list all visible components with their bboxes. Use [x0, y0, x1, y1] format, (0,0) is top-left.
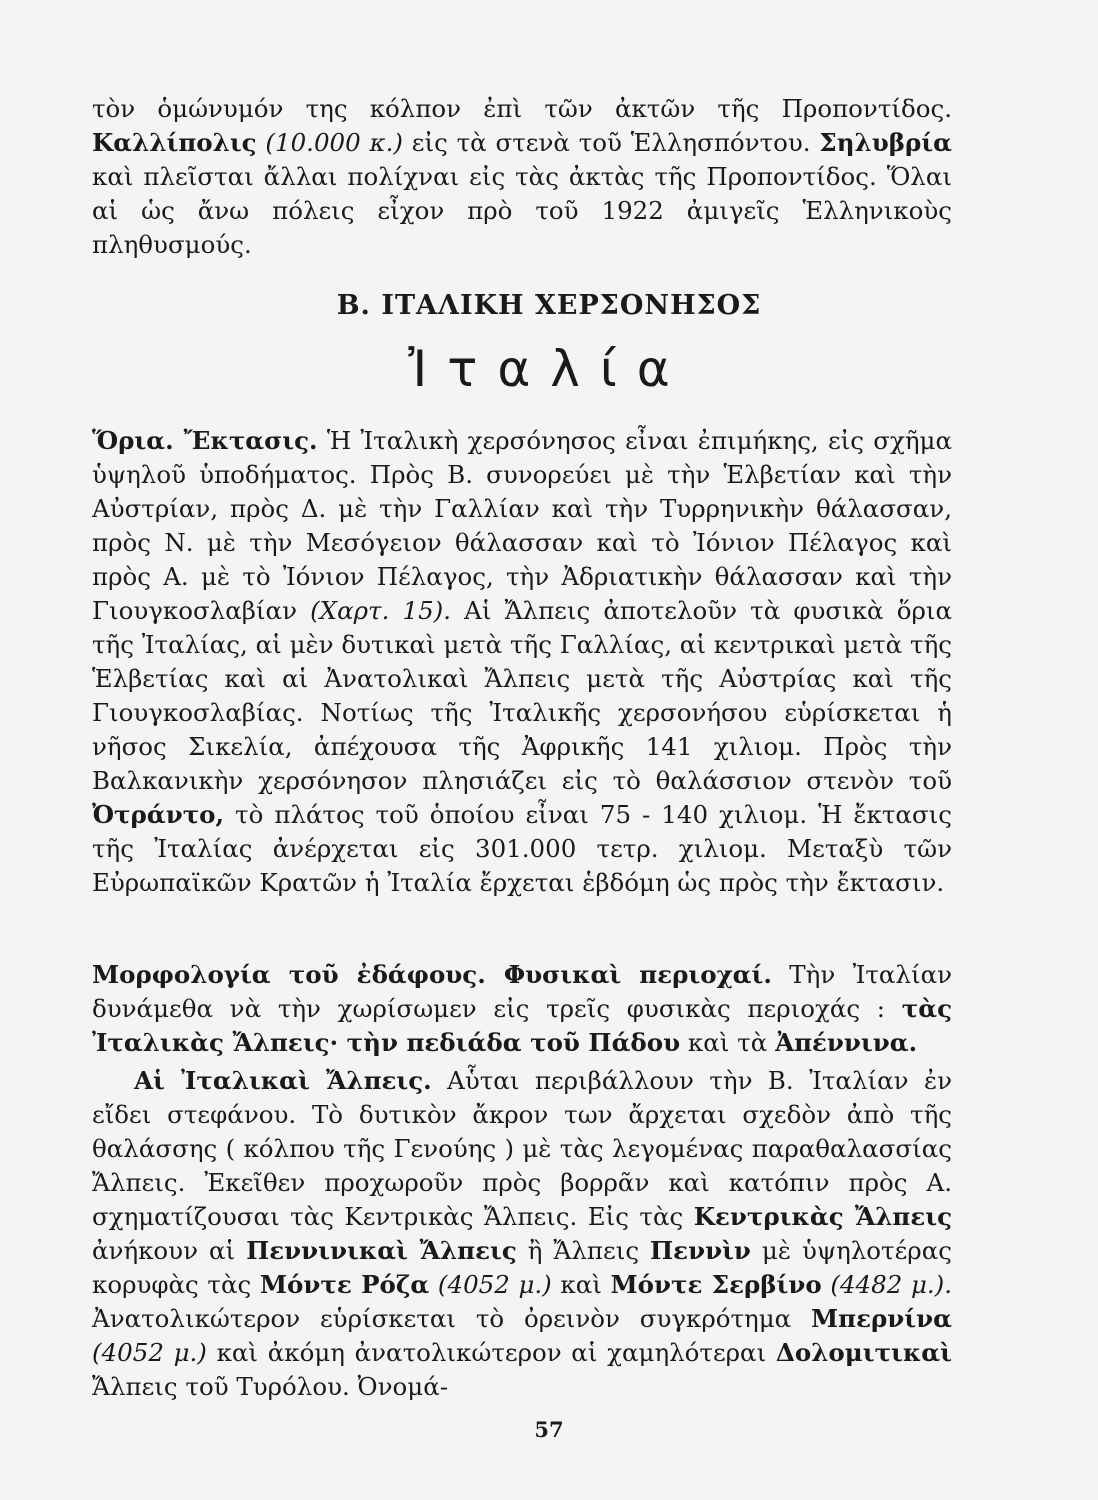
place-central-alps: Κεντρικὰς Ἄλπεις: [693, 1202, 952, 1231]
region-names: τὰς Ἰταλικὰς Ἄλπεις· τὴν πεδιάδα τοῦ Πάδου: [92, 994, 952, 1057]
alps-text: καὶ: [560, 1270, 602, 1299]
page-number: 57: [534, 1417, 564, 1442]
alps-text: καὶ ἀκόμη ἀνατολικώτερον αἱ χαμηλότεραι: [216, 1338, 767, 1367]
paragraph-heading: Μορφολογία τοῦ ἐδάφους. Φυσικαὶ περιοχαί.: [92, 960, 772, 989]
region-apennines: Ἀπέννινα.: [775, 1028, 918, 1057]
place-bernina: Μπερνίνα: [811, 1304, 952, 1333]
paragraph-heading: Αἱ Ἰταλικαὶ Ἄλπεις.: [134, 1066, 432, 1095]
alps-text: ἢ Ἄλπεις: [527, 1236, 640, 1265]
alps-paragraph: [92, 1064, 952, 1404]
section-heading: Β. ΙΤΑΛΙΚΗ ΧΕΡΣΟΝΗΣΟΣ: [336, 290, 762, 321]
intro-text: τὸν ὁμώνυμόν της κόλπον ἐπὶ τῶν ἀκτῶν τῆς Προποντίδος.: [92, 94, 952, 123]
elevation-note: (4052 μ.): [437, 1270, 552, 1299]
borders-text: Ἡ Ἰταλικὴ χερσόνησος εἶναι ἐπιμήκης, εἰς σχῆμα ὑψηλοῦ ὑποδήματος. Πρὸς Β. συνορεύει μὲ τὴν Ἑλβετίαν καὶ τὴν Αὐστρίαν, πρὸς Δ. μὲ τὴν Γαλλίαν καὶ τὴν Τυρρηνικὴν θάλασσαν, πρὸς Ν. μὲ τὴν Μεσόγειον θάλασσαν καὶ τὸ Ἰόνιον Πέλαγος καὶ πρὸς Α. μὲ τὸ Ἰόνιον Πέλαγος, τὴν Ἀδριατικὴν θάλασσαν καὶ τὴν Γιουγκοσλαβίαν: [92, 426, 952, 625]
borders-paragraph: [92, 424, 952, 900]
intro-text: καὶ πλεῖσται ἄλλαι πολίχναι εἰς τὰς ἀκτὰς τῆς Προποντίδος. Ὅλαι αἱ ὡς ἄνω πόλεις εἶχον πρὸ τοῦ 1922 ἀμιγεῖς Ἑλληνικοὺς πληθυσμούς.: [92, 162, 952, 259]
place-pennin: Πεννὶν: [650, 1236, 751, 1265]
morphology-paragraph: [92, 958, 952, 1060]
borders-text: Αἱ Ἄλπεις ἀποτελοῦν τὰ φυσικὰ ὅρια τῆς Ἰταλίας, αἱ μὲν δυτικαὶ μετὰ τῆς Γαλλίας, αἱ κεντρικαὶ μετὰ τῆς Ἑλβετίας καὶ αἱ Ἀνατολικαὶ Ἄλπεις μετὰ τῆς Αὐστρίας καὶ τῆς Γιουγκοσλαβίας. Νοτίως τῆς Ἰταλικῆς χερσονήσου εὑρίσκεται ἡ νῆσος Σικελία, ἀπέχουσα τῆς Ἀφρικῆς 141 χιλιομ. Πρὸς τὴν Βαλκανικὴν χερσόνησον πλησιάζει εἰς τὸ θαλάσσιον στενὸν τοῦ: [92, 596, 953, 795]
morphology-text: καὶ τὰ: [687, 1028, 768, 1057]
place-silyvria: Σηλυβρία: [819, 128, 952, 157]
alps-text: Ἄλπεις τοῦ Τυρόλου. Ὀνομά-: [92, 1372, 449, 1401]
morphology-section: [92, 958, 952, 1404]
place-pennine-alps: Πεννινικαὶ Ἄλπεις: [246, 1236, 517, 1265]
morphology-text: Τὴν Ἰταλίαν δυνάμεθα νὰ τὴν χωρίσωμεν εἰς τρεῖς φυσικὰς περιοχάς :: [92, 960, 953, 1023]
map-reference: (Χαρτ. 15).: [310, 596, 452, 625]
place-dolomites: Δολομιτικαὶ: [775, 1338, 952, 1367]
place-otranto: Ὀτράντο,: [92, 800, 225, 829]
place-monte-rosa: Μόντε Ρόζα: [259, 1270, 430, 1299]
place-monte-cervino: Μόντε Σερβίνο: [610, 1270, 822, 1299]
alps-text: Ἀνατολικώτερον εὑρίσκεται τὸ ὀρεινὸν συγκρότημα: [92, 1304, 792, 1333]
paragraph-heading: Ὅρια. Ἔκτασις.: [92, 426, 318, 455]
alps-text: μὲ ὑψηλοτέρας κορυφὰς τὰς: [92, 1236, 952, 1299]
intro-text: εἰς τὰ στενὰ τοῦ Ἑλλησπόντου.: [411, 128, 811, 157]
alps-text: Αὗται περιβάλλουν τὴν Β. Ἰταλίαν ἐν εἴδει στεφάνου. Τὸ δυτικὸν ἄκρον των ἄρχεται σχεδὸν ἀπὸ τῆς θαλάσσης ( κόλπου τῆς Γενούης ) μὲ τὰς λεγομένας παραθαλασσίας Ἄλπεις. Ἐκεῖθεν προχωροῦν πρὸς βορρᾶν καὶ κατόπιν πρὸς Α. σχηματίζουσαι τὰς Κεντρικὰς Ἄλπεις. Εἰς τὰς: [92, 1066, 952, 1231]
elevation-note: (4052 μ.): [92, 1338, 207, 1367]
alps-text: ἀνήκουν αἱ: [92, 1236, 236, 1265]
intro-paragraph: [92, 92, 952, 262]
place-kallipolis: Καλλίπολις: [92, 128, 257, 157]
population-note: (10.000 κ.): [265, 128, 403, 157]
elevation-note: (4482 μ.).: [830, 1270, 953, 1299]
country-title: Ἰταλία: [408, 340, 690, 398]
borders-text: τὸ πλάτος τοῦ ὁποίου εἶναι 75 - 140 χιλιομ. Ἡ ἔκτασις τῆς Ἰταλίας ἀνέρχεται εἰς 301.000 τετρ. χιλιομ. Μεταξὺ τῶν Εὐρωπαϊκῶν Κρατῶν ἡ Ἰταλία ἔρχεται ἑβδόμη ὡς πρὸς τὴν ἔκτασιν.: [92, 800, 952, 897]
